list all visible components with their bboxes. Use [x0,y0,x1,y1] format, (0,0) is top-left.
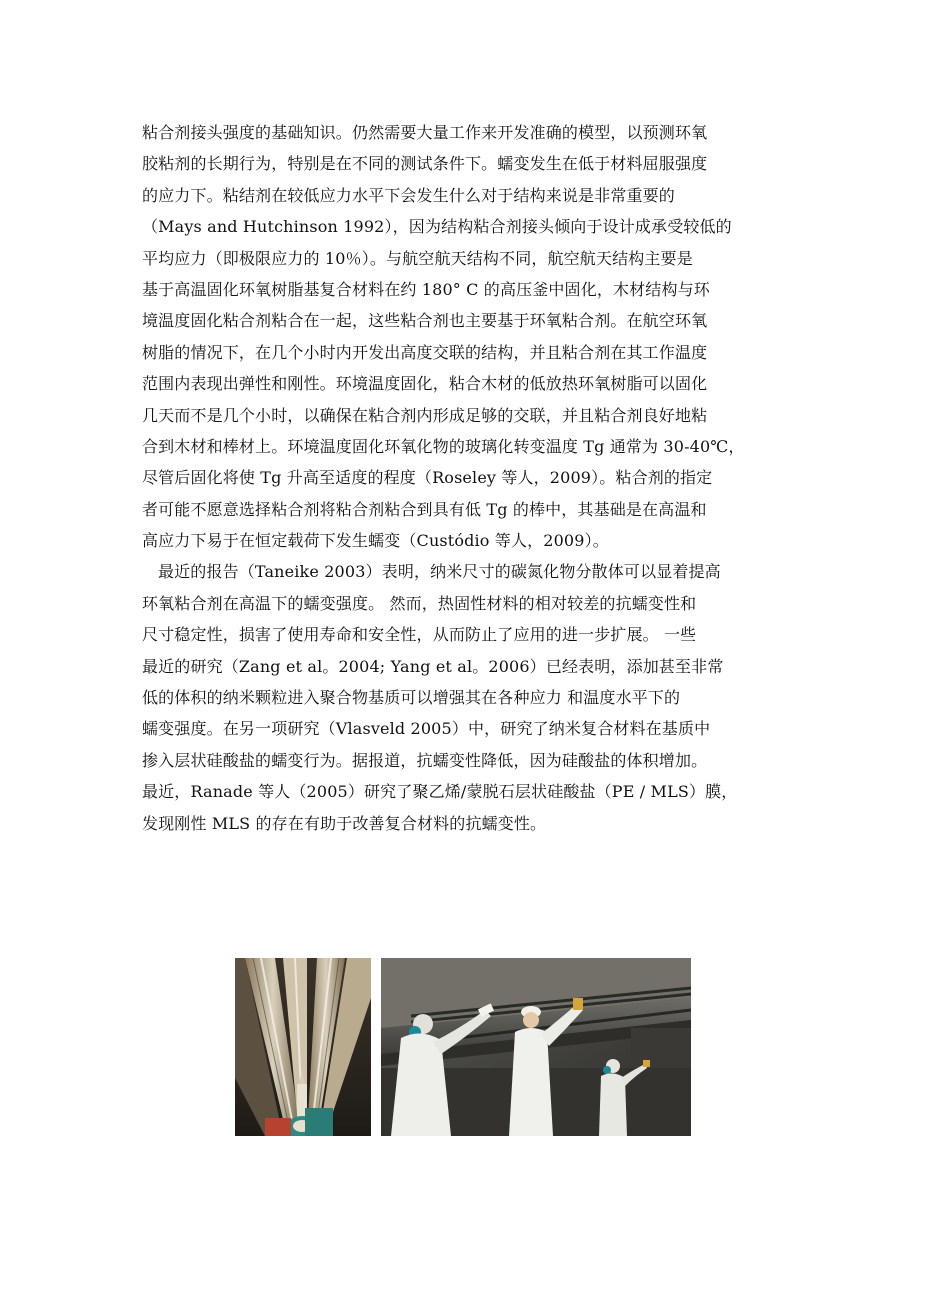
body-text [142,117,792,839]
text-line: 高应力下易于在恒定载荷下发生蠕变（Custódio 等人，2009）。 [142,531,609,551]
text-line: 尺寸稳定性，损害了使用寿命和安全性，从而防止了应用的进一步扩展。 一些 [142,625,697,645]
text-line: 掺入层状硅酸盐的蠕变行为。据报道，抗蠕变性降低，因为硅酸盐的体积增加。 [142,750,708,770]
text-line: 环氧粘合剂在高温下的蠕变强度。 然而，热固性材料的相对较差的抗蠕变性和 [142,593,697,613]
text-line: 几天而不是几个小时，以确保在粘合剂内形成足够的交联，并且粘合剂良好地粘 [142,405,708,425]
text-line: 范围内表现出弹性和刚性。环境温度固化，粘合木材的低放热环氧树脂可以固化 [142,374,708,394]
paragraph-2 [142,556,792,839]
text-line: 最近，Ranade 等人（2005）研究了聚乙烯/蒙脱石层状硅酸盐（PE / MLS）膜， [142,782,738,802]
text-line: 的应力下。粘结剂在较低应力水平下会发生什么对于结构来说是非常重要的 [142,185,675,205]
text-line: 平均应力（即极限应力的 10％）。与航空航天结构不同，航空航天结构主要是 [142,248,693,268]
text-line: 尽管后固化将使 Tg 升高至适度的程度（Roseley 等人，2009）。粘合剂的指定 [142,468,713,488]
paragraph-1 [142,117,792,556]
text-line: 合到木材和棒材上。环境温度固化环氧化物的玻璃化转变温度 Tg 通常为 30-40℃， [142,436,745,456]
text-line: 胶粘剂的长期行为，特别是在不同的测试条件下。蠕变发生在低于材料屈服强度 [142,154,708,174]
photo-timber-beams [235,958,371,1136]
text-line: 蠕变强度。在另一项研究（Vlasveld 2005）中，研究了纳米复合材料在基质中 [142,719,711,739]
text-line: 最近的报告（Taneike 2003）表明，纳米尺寸的碳氮化物分散体可以显着提高 [158,562,721,582]
text-line: 粘合剂接头强度的基础知识。仍然需要大量工作来开发准确的模型，以预测环氧 [142,123,708,142]
text-line: 基于高温固化环氧树脂基复合材料在约 180° C 的高压釜中固化，木材结构与环 [142,279,710,299]
text-line: （Mays and Hutchinson 1992），因为结构粘合剂接头倾向于设计成承受较低的 [142,217,732,237]
text-line: 者可能不愿意选择粘合剂将粘合剂粘合到具有低 Tg 的棒中，其基础是在高温和 [142,499,707,519]
text-line: 低的体积的纳米颗粒进入聚合物基质可以增强其在各种应力 和温度水平下的 [142,688,681,708]
text-line: 树脂的情况下，在几个小时内开发出高度交联的结构，并且粘合剂在其工作温度 [142,342,708,362]
photo-workers [381,958,691,1136]
text-line: 发现刚性 MLS 的存在有助于改善复合材料的抗蠕变性。 [142,813,547,833]
figure-photos [235,958,691,1136]
text-line: 最近的研究（Zang et al。2004; Yang et al。2006）已经表明，添加甚至非常 [142,656,724,676]
text-line: 境温度固化粘合剂粘合在一起，这些粘合剂也主要基于环氧粘合剂。在航空环氧 [142,311,708,331]
